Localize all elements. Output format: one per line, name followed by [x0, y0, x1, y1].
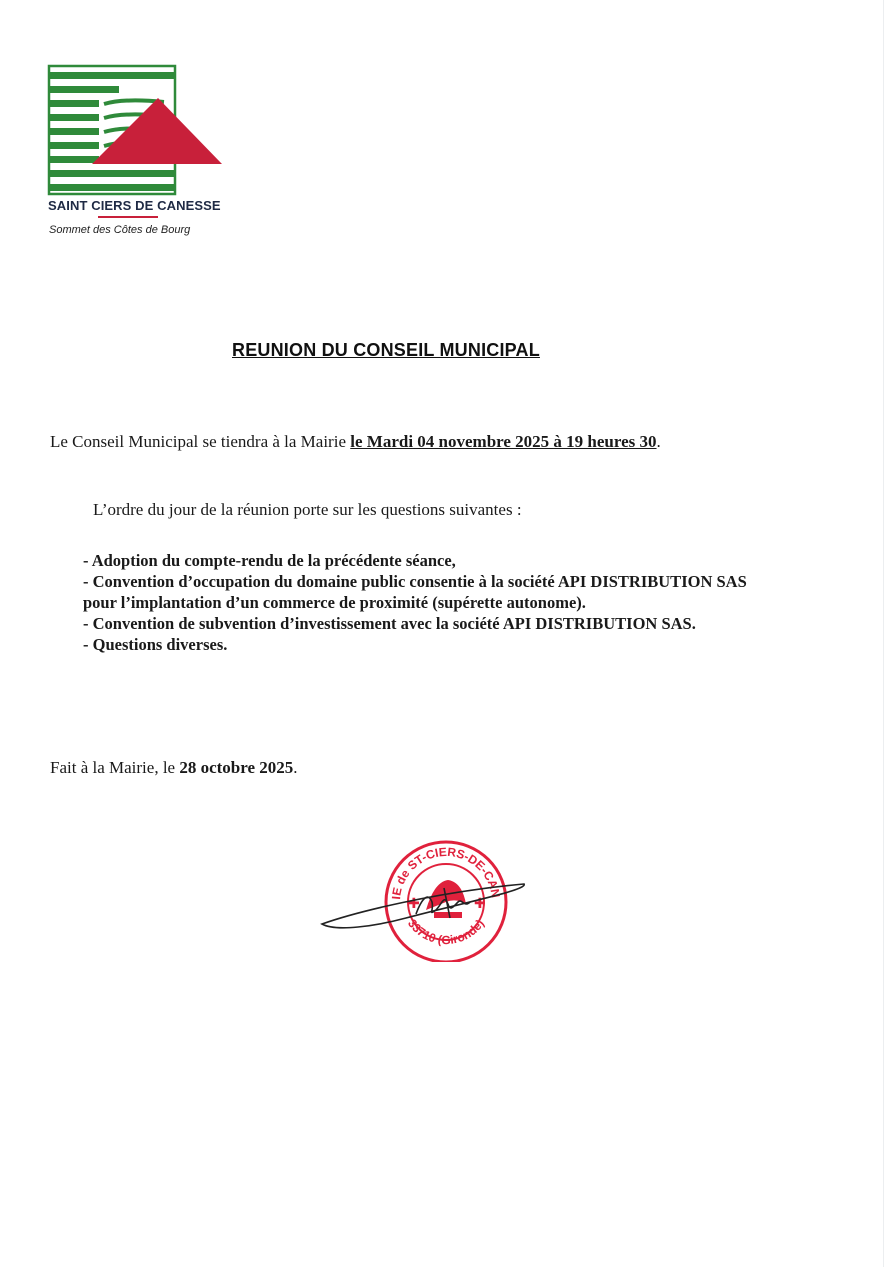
logo-divider — [98, 216, 158, 218]
svg-text:✚: ✚ — [408, 896, 420, 912]
municipality-name: SAINT CIERS DE CANESSE — [48, 198, 221, 213]
agenda-item: - Convention de subvention d’investissement avec la société API DISTRIBUTION SAS. — [83, 614, 696, 633]
svg-text:✚: ✚ — [474, 896, 486, 912]
document-title: REUNION DU CONSEIL MUNICIPAL — [232, 340, 540, 360]
official-stamp — [316, 832, 536, 962]
meeting-announcement — [50, 432, 661, 452]
svg-text:33710 (Gironde) — [405, 917, 487, 947]
agenda-item: - Questions diverses. — [83, 635, 228, 654]
announcement-text: Le Conseil Municipal se tiendra à la Mairie — [50, 432, 351, 451]
stamp-bottom-text: 33710 (Gironde) — [405, 916, 487, 948]
stamp-top-text: IE de ST-CIERS-DE-CAN — [389, 844, 503, 900]
closing-end: . — [293, 758, 298, 777]
municipality-tagline: Sommet des Côtes de Bourg — [49, 224, 191, 236]
scan-edge — [883, 0, 884, 1267]
closing-text: Fait à la Mairie, le — [50, 758, 180, 777]
agenda-intro: L’ordre du jour de la réunion porte sur les questions suivantes : — [93, 500, 522, 519]
municipality-logo — [44, 58, 234, 248]
announcement-end: . — [656, 432, 661, 451]
agenda-item: - Adoption du compte-rendu de la précédente séance, — [83, 551, 456, 570]
closing-date: 28 octobre 2025 — [179, 758, 294, 777]
meeting-datetime: le Mardi 04 novembre 2025 à 19 heures 30 — [350, 432, 657, 451]
agenda-list — [83, 550, 747, 655]
agenda-item: - Convention d’occupation du domaine public consentie à la société API DISTRIBUTION SAS — [83, 572, 747, 591]
mairie-seal-icon — [316, 832, 536, 962]
agenda-item-continuation: pour l’implantation d’un commerce de proximité (supérette autonome). — [83, 593, 586, 612]
closing-line — [50, 758, 298, 778]
logo-emblem-icon — [44, 58, 234, 198]
